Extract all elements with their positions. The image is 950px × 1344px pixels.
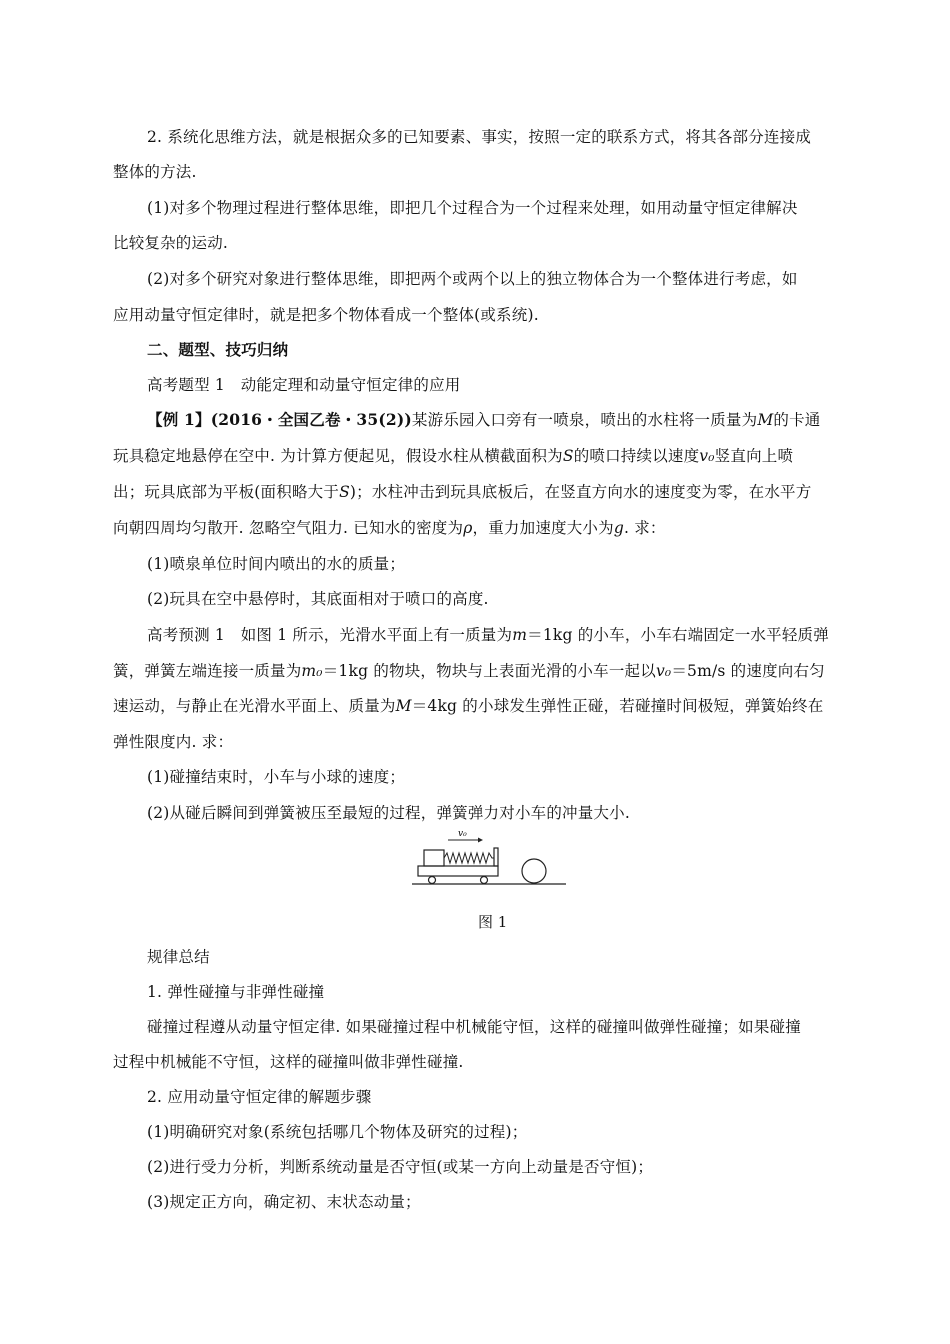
paragraph-line: (1)对多个物理过程进行整体思维，即把几个过程合为一个过程来处理，如用动量守恒定律解决 xyxy=(147,199,798,217)
velocity-arrowhead xyxy=(478,838,483,843)
summary-title: 规律总结 xyxy=(147,948,210,966)
math-var: S xyxy=(339,483,350,501)
math-var: M xyxy=(757,411,774,429)
math-var: m xyxy=(512,626,528,644)
math-var: g xyxy=(613,519,624,537)
math-var: ρ xyxy=(463,519,473,537)
paragraph-line: 碰撞过程遵从动量守恒定律. 如果碰撞过程中机械能守恒，这样的碰撞叫做弹性碰撞；如果碰撞 xyxy=(147,1018,801,1036)
prediction-text: ＝5m/s 的速度向右匀 xyxy=(671,662,825,680)
prediction-text: ＝4kg 的小球发生弹性正碰，若碰撞时间极短，弹簧始终在 xyxy=(411,697,824,715)
math-var: m₀ xyxy=(301,662,323,680)
summary-subtitle: 2. 应用动量守恒定律的解题步骤 xyxy=(147,1088,372,1106)
prediction-text: 速运动，与静止在光滑水平面上、质量为 xyxy=(113,697,396,715)
prediction-line xyxy=(147,625,841,645)
figure-v0-label: v₀ xyxy=(458,829,467,839)
prediction-text: ＝1kg 的小车，小车右端固定一水平轻质弹 xyxy=(527,626,829,644)
question-item: (2)从碰后瞬间到弹簧被压至最短的过程，弹簧弹力对小车的冲量大小. xyxy=(147,804,630,822)
prediction-text: ＝1kg 的物块，物块与上表面光滑的小车一起以 xyxy=(322,662,656,680)
cart-wheel xyxy=(429,877,436,884)
math-var: M xyxy=(395,697,412,715)
math-var: v₀ xyxy=(655,662,672,680)
example-text: 向朝四周均匀散开. 忽略空气阻力. 已知水的密度为 xyxy=(113,519,464,537)
prediction-text: 簧，弹簧左端连接一质量为 xyxy=(113,662,302,680)
example-line xyxy=(113,446,841,466)
prediction-line xyxy=(113,661,841,681)
question-type-title: 高考题型 1 动能定理和动量守恒定律的应用 xyxy=(147,376,461,394)
math-var: v₀ xyxy=(699,447,715,465)
example-source: (2016・全国乙卷・35(2)) xyxy=(210,410,412,429)
example-line xyxy=(147,410,841,430)
spring xyxy=(444,853,494,863)
paragraph-line: 比较复杂的运动. xyxy=(113,234,229,252)
cart-wall xyxy=(494,848,498,866)
example-text: 出；玩具底部为平板(面积略大于 xyxy=(113,483,340,501)
paragraph-line: 过程中机械能不守恒，这样的碰撞叫做非弹性碰撞. xyxy=(113,1053,464,1071)
cart-spring-ball-figure xyxy=(410,824,570,890)
example-line xyxy=(113,518,841,538)
paragraph-line: (2)对多个研究对象进行整体思维，即把两个或两个以上的独立物体合为一个整体进行考虑，如 xyxy=(147,270,798,288)
example-text: )；水柱冲击到玩具底板后，在竖直方向水的速度变为零，在水平方 xyxy=(349,483,812,501)
paragraph-line: 应用动量守恒定律时，就是把多个物体看成一个整体(或系统). xyxy=(113,306,539,324)
prediction-text: 高考预测 1 如图 1 所示，光滑水平面上有一质量为 xyxy=(147,626,513,644)
question-item: (1)碰撞结束时，小车与小球的速度； xyxy=(147,768,406,786)
prediction-line xyxy=(113,696,841,716)
example-text: 竖直向上喷 xyxy=(714,447,794,465)
step-item: (3)规定正方向，确定初、末状态动量； xyxy=(147,1193,421,1211)
cart-body xyxy=(418,866,498,876)
example-text: 的喷口持续以速度 xyxy=(573,447,700,465)
cart-wheel xyxy=(481,877,488,884)
example-text: ，重力加速度大小为 xyxy=(472,519,614,537)
prediction-line: 弹性限度内. 求： xyxy=(113,733,234,751)
example-label: 【例 1】 xyxy=(147,410,211,429)
paragraph-line: 整体的方法. xyxy=(113,163,197,181)
example-text: 的卡通 xyxy=(773,411,821,429)
block xyxy=(424,850,444,866)
summary-subtitle: 1. 弹性碰撞与非弹性碰撞 xyxy=(147,983,325,1001)
example-text: . 求： xyxy=(623,519,666,537)
ball xyxy=(522,859,546,883)
question-item: (1)喷泉单位时间内喷出的水的质量； xyxy=(147,555,406,573)
example-line xyxy=(113,482,841,502)
example-text: 某游乐园入口旁有一喷泉，喷出的水柱将一质量为 xyxy=(411,411,758,429)
section-heading: 二、题型、技巧归纳 xyxy=(147,340,289,359)
math-var: S xyxy=(562,447,574,465)
question-item: (2)玩具在空中悬停时，其底面相对于喷口的高度. xyxy=(147,590,489,608)
step-item: (1)明确研究对象(系统包括哪几个物体及研究的过程)； xyxy=(147,1123,528,1141)
step-item: (2)进行受力分析，判断系统动量是否守恒(或某一方向上动量是否守恒)； xyxy=(147,1158,654,1176)
example-text: 玩具稳定地悬停在空中. 为计算方便起见，假设水柱从横截面积为 xyxy=(113,447,563,465)
paragraph-line: 2. 系统化思维方法，就是根据众多的已知要素、事实，按照一定的联系方式，将其各部分连接成 xyxy=(147,128,812,146)
figure-caption: 图 1 xyxy=(478,913,508,931)
